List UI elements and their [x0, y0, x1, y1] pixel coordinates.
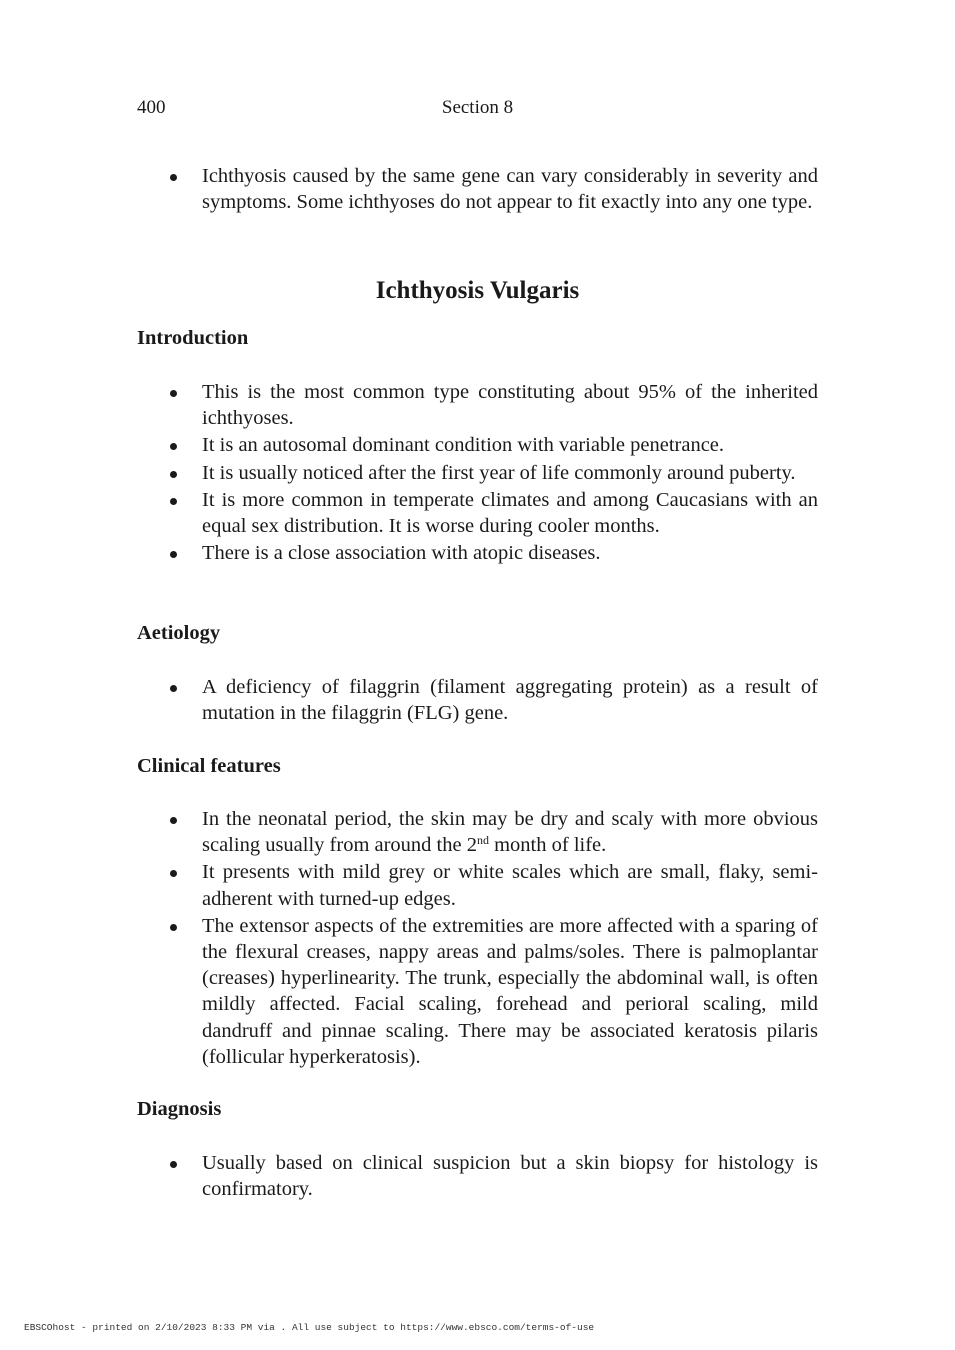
footer-print-notice: EBSCOhost - printed on 2/10/2023 8:33 PM via . All use subject to https://www.ebsco.com/terms-of-use	[24, 1322, 595, 1333]
page-title: Ichthyosis Vulgaris	[375, 277, 580, 304]
list-item: It is more common in temperate climates and among Caucasians with an equal sex distribution. It is worse during cooler months.	[137, 487, 818, 539]
diagnosis-bullet-list	[137, 1150, 818, 1202]
clinical-features-bullet-list	[137, 806, 818, 1070]
list-item: There is a close association with atopic diseases.	[137, 540, 818, 566]
list-item: It is usually noticed after the first year of life commonly around puberty.	[137, 460, 818, 486]
aetiology-bullet-list	[137, 674, 818, 726]
aetiology-heading: Aetiology	[137, 622, 221, 644]
bullet-icon	[170, 551, 177, 558]
running-head: Section 8	[441, 97, 514, 118]
bullet-icon	[170, 498, 177, 505]
bullet-icon	[170, 1161, 177, 1168]
bullet-icon	[170, 817, 177, 824]
diagnosis-heading: Diagnosis	[137, 1098, 222, 1120]
list-item: It presents with mild grey or white scales which are small, flaky, semi-adherent with turned-up edges.	[137, 859, 818, 911]
bullet-icon	[170, 443, 177, 450]
ordinal-superscript: nd	[476, 833, 489, 848]
list-item: This is the most common type constituting about 95% of the inherited ichthyoses.	[137, 379, 818, 431]
bullet-icon	[170, 924, 177, 931]
list-item: Usually based on clinical suspicion but a skin biopsy for histology is confirmatory.	[137, 1150, 818, 1202]
bullet-icon	[170, 870, 177, 877]
list-item: The extensor aspects of the extremities are more affected with a sparing of the flexural creases, nappy areas and palms/soles. There is palmoplantar (creases) hyperlinearity. The trunk, especially the abdominal wall, is often mildly affected. Facial scaling, forehead and perioral scaling, mild dandruff and pinnae scaling. There may be associated keratosis pilaris (follicular hyperkeratosis).	[137, 913, 818, 1070]
bullet-icon	[170, 471, 177, 478]
list-item: Ichthyosis caused by the same gene can vary considerably in severity and symptoms. Some ichthyoses do not appear to fit exactly into any one type.	[137, 163, 818, 215]
introduction-bullet-list	[137, 379, 818, 566]
list-item: A deficiency of filaggrin (filament aggregating protein) as a result of mutation in the filaggrin (FLG) gene.	[137, 674, 818, 726]
bullet-icon	[170, 685, 177, 692]
list-item: In the neonatal period, the skin may be dry and scaly with more obvious scaling usually from around the 2nd month of life.	[137, 806, 818, 858]
bullet-icon	[170, 174, 177, 181]
intro-bullet-list	[137, 163, 818, 215]
clinical-features-heading: Clinical features	[137, 755, 281, 777]
introduction-heading: Introduction	[137, 327, 249, 349]
list-item: It is an autosomal dominant condition with variable penetrance.	[137, 432, 818, 458]
bullet-icon	[170, 390, 177, 397]
page-number: 400	[137, 97, 166, 118]
